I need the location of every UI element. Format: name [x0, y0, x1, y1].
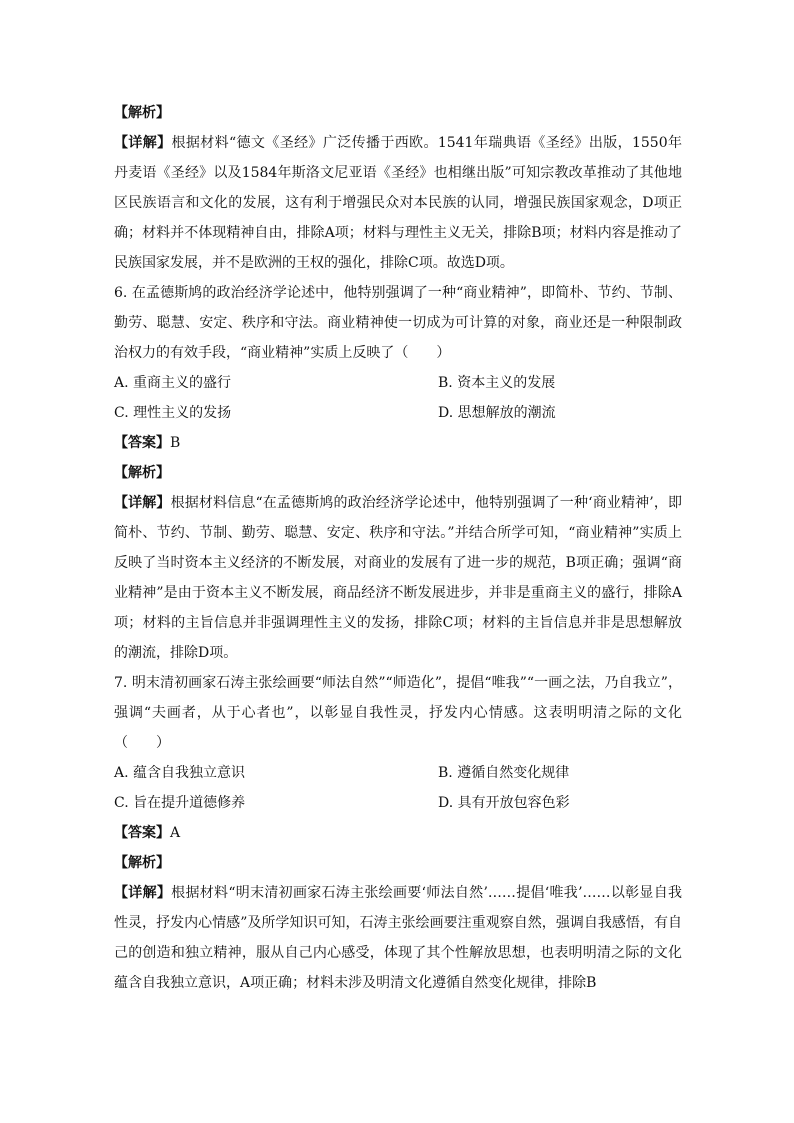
option-b: B. 资本主义的发展 [438, 375, 556, 391]
analysis-heading: 【解析】 [114, 105, 170, 121]
option-b: B. 遵循自然变化规律 [438, 765, 570, 781]
answer-label: 【答案】 [114, 435, 170, 451]
question-7-answer [114, 818, 682, 848]
question-7-options-row-1 [114, 758, 682, 788]
detail-text: 根据材料“明末清初画家石涛主张绘画要‘师法自然’……提倡‘唯我’……以彰显自我性灵，抒发内心情感”及所学知识可知，石涛主张绘画要注重观察自然，强调自我感悟，有自己的创造和独立精神，服从自己内心感受，体现了其个性解放思想，也表明明清之际的文化蕴含自我独立意识，A项正确；材料未涉及明清文化遵循自然变化规律，排除B [114, 885, 682, 991]
analysis-detail [114, 488, 682, 668]
question-7-stem: 7. 明末清初画家石涛主张绘画要“师法自然”“师造化”，提倡“唯我”“一画之法，乃自我立”，强调“夫画者，从于心者也”，以彰显自我性灵，抒发内心情感。这表明明清之际的文化（ ） [114, 675, 682, 751]
question-6-answer [114, 428, 682, 458]
answer-label: 【答案】 [114, 825, 170, 841]
option-a: A. 蕴含自我独立意识 [114, 765, 246, 781]
detail-label: 【详解】 [114, 135, 172, 151]
detail-text: 根据材料“德文《圣经》广泛传播于西欧。1541年瑞典语《圣经》出版，1550年丹麦语《圣经》以及1584年斯洛文尼亚语《圣经》也相继出版”可知宗教改革推动了其他地区民族语言和文化的发展，这有利于增强民众对本民族的认同，增强民族国家观念，D项正确；材料并不体现精神自由，排除A项；材料与理性主义无关，排除B项；材料内容是推动了民族国家发展，并不是欧洲的王权的强化，排除C项。故选D项。 [114, 135, 682, 271]
option-d: D. 思想解放的潮流 [438, 405, 556, 421]
question-6-options-row-1 [114, 368, 682, 398]
detail-label: 【详解】 [114, 495, 171, 511]
analysis-detail [114, 128, 682, 278]
answer-value: A [170, 825, 181, 841]
detail-text: 根据材料信息“在孟德斯鸠的政治经济学论述中，他特别强调了一种‘商业精神’，即简朴、节约、节制、勤劳、聪慧、安定、秩序和守法。”并结合所学可知，“商业精神”实质上反映了当时资本主义经济的不断发展，对商业的发展有了进一步的规范，B项正确；强调“商业精神”是由于资本主义不断发展，商品经济不断发展进步，并非是重商主义的盛行，排除A项；材料的主旨信息并非强调理性主义的发扬，排除C项；材料的主旨信息并非是思想解放的潮流，排除D项。 [114, 495, 683, 661]
question-7-options-row-2 [114, 788, 682, 818]
answer-value: B [170, 435, 181, 451]
document-page [114, 98, 682, 998]
detail-label: 【详解】 [114, 885, 172, 901]
option-c: C. 理性主义的发扬 [114, 405, 232, 421]
option-a: A. 重商主义的盛行 [114, 375, 232, 391]
option-d: D. 具有开放包容色彩 [438, 795, 570, 811]
question-6-stem: 6. 在孟德斯鸠的政治经济学论述中，他特别强调了一种“商业精神”，即简朴、节约、节制、勤劳、聪慧、安定、秩序和守法。商业精神使一切成为可计算的对象，商业还是一种限制政治权力的有效手段，“商业精神”实质上反映了（ ） [114, 285, 682, 361]
analysis-heading: 【解析】 [114, 855, 170, 871]
analysis-detail [114, 878, 682, 998]
option-c: C. 旨在提升道德修养 [114, 795, 246, 811]
analysis-heading: 【解析】 [114, 465, 170, 481]
question-6-options-row-2 [114, 398, 682, 428]
